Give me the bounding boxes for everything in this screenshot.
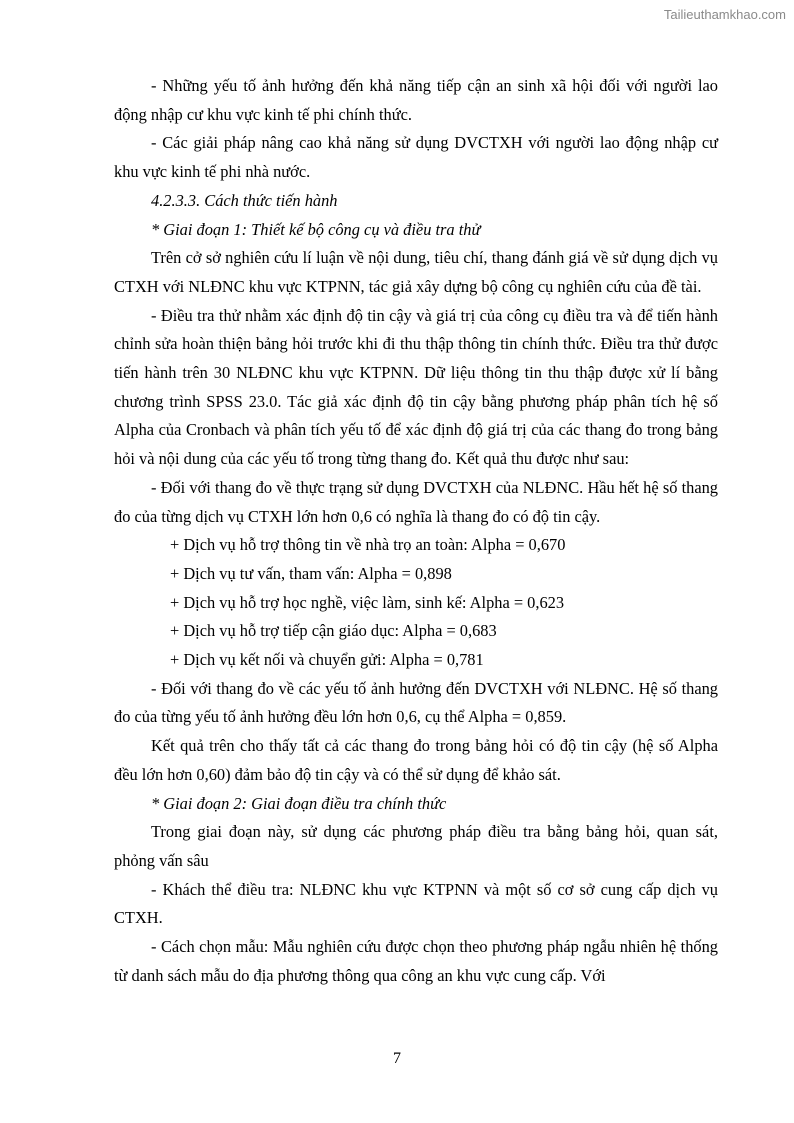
paragraph: - Cách chọn mẫu: Mẫu nghiên cứu được chọn theo phương pháp ngẫu nhiên hệ thống từ danh sách mẫu do địa phương thông qua công an khu vực cung cấp. Với xyxy=(114,937,718,985)
paragraph: - Điều tra thử nhằm xác định độ tin cậy và giá trị của công cụ điều tra và để tiến hành chỉnh sửa hoàn thiện bảng hỏi trước khi đi thu thập thông tin chính thức. Điều tra thử được tiến hành trên 30 NLĐNC khu vực KTPNN. Dữ liệu thông tin thu thập được xử lí bằng chương trình SPSS 23.0. Tác giả xác định độ tin cậy bằng phương pháp phân tích hệ số Alpha của Cronbach và phân tích yếu tố để xác định độ giá trị của các thang đo trong bảng hỏi và nội dung của các yếu tố trong từng thang đo. Kết quả thu được như sau: xyxy=(114,305,718,469)
page-number: 7 xyxy=(393,1050,401,1067)
list-item: + Dịch vụ hỗ trợ tiếp cận giáo dục: Alpha = 0,683 xyxy=(170,621,497,641)
list-item: + Dịch vụ kết nối và chuyển gửi: Alpha = 0,781 xyxy=(170,650,484,670)
paragraph: Trên cở sở nghiên cứu lí luận về nội dung, tiêu chí, thang đánh giá về sử dụng dịch vụ CTXH với NLĐNC khu vực KTPNN, tác giả xây dựng bộ công cụ nghiên cứu của đề tài. xyxy=(114,248,718,296)
paragraph: - Các giải pháp nâng cao khả năng sử dụng DVCTXH với người lao động nhập cư khu vực kinh tế phi nhà nước. xyxy=(114,133,718,182)
paragraph: - Đối với thang đo về thực trạng sử dụng DVCTXH của NLĐNC. Hầu hết hệ số thang đo của từng dịch vụ CTXH lớn hơn 0,6 có nghĩa là thang đo có độ tin cậy. xyxy=(114,477,718,526)
list-item: + Dịch vụ hỗ trợ thông tin về nhà trọ an toàn: Alpha = 0,670 xyxy=(170,535,566,555)
paragraph: - Khách thể điều tra: NLĐNC khu vực KTPNN và một số cơ sở cung cấp dịch vụ CTXH. xyxy=(114,879,718,928)
list-item: + Dịch vụ tư vấn, tham vấn: Alpha = 0,898 xyxy=(170,563,452,583)
list-item: + Dịch vụ hỗ trợ học nghề, việc làm, sinh kế: Alpha = 0,623 xyxy=(170,592,565,612)
paragraph: Trong giai đoạn này, sử dụng các phương pháp điều tra bằng bảng hỏi, quan sát, phỏng vấn sâu xyxy=(114,822,718,870)
stage-heading: * Giai đoạn 1: Thiết kế bộ công cụ và điều tra thử xyxy=(151,219,481,239)
paragraph: Kết quả trên cho thấy tất cả các thang đo trong bảng hỏi có độ tin cậy (hệ số Alpha đều lớn hơn 0,60) đảm bảo độ tin cậy và có thể sử dụng để khảo sát. xyxy=(114,736,718,784)
paragraph: - Đối với thang đo về các yếu tố ảnh hưởng đến DVCTXH với NLĐNC. Hệ số thang đo của từng yếu tố ảnh hưởng đều lớn hơn 0,6, cụ thể Alpha = 0,859. xyxy=(114,678,718,727)
document-body xyxy=(114,72,718,991)
watermark: Tailieuthamkhao.com xyxy=(663,7,786,22)
section-heading: 4.2.3.3. Cách thức tiến hành xyxy=(151,190,338,210)
stage-heading: * Giai đoạn 2: Giai đoạn điều tra chính thức xyxy=(151,793,447,813)
paragraph: - Những yếu tố ảnh hưởng đến khả năng tiếp cận an sinh xã hội đối với người lao động nhập cư khu vực kinh tế phi chính thức. xyxy=(114,76,718,124)
